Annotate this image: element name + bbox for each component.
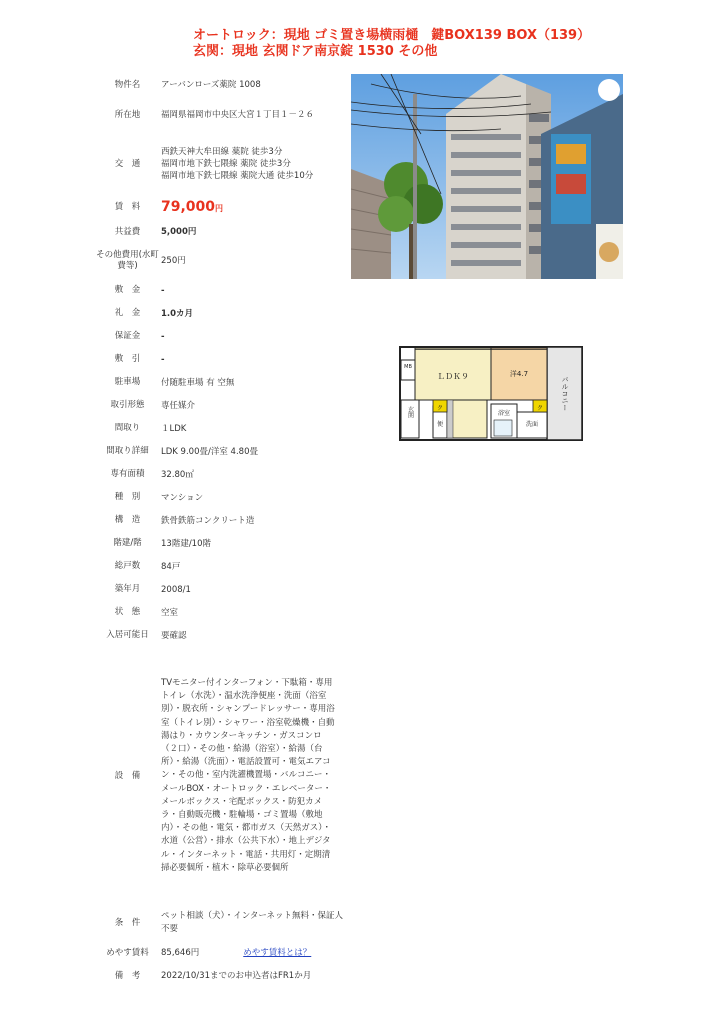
- row-reikin: [95, 302, 345, 325]
- floor-plan: [399, 346, 583, 441]
- floor-label-closet: ク: [536, 405, 544, 412]
- row-structure: [95, 509, 345, 532]
- label-other-fee: その他費用(水町費等): [96, 250, 159, 271]
- row-shikibiki: [95, 348, 345, 371]
- row-floors: [95, 532, 345, 555]
- value-shikikin: -: [161, 285, 165, 296]
- label-conditions: 条 件: [114, 917, 141, 928]
- label-address: 所在地: [114, 109, 141, 120]
- label-units: 総戸数: [114, 561, 141, 571]
- value-name: アーバンローズ薬院 1008: [161, 80, 261, 90]
- building-photo-illustration: [351, 74, 623, 279]
- access-line: 福岡市地下鉄七隈線 薬院大通 徒歩10分: [161, 171, 314, 181]
- label-reikin: 礼 金: [114, 308, 141, 318]
- value-reikin: 1.0カ月: [161, 308, 194, 319]
- label-name: 物件名: [114, 79, 141, 90]
- label-move-in: 入居可能日: [106, 630, 149, 640]
- row-parking: [95, 371, 345, 394]
- header-line-entrance: 玄関：現地 玄関ドア南京錠 1530 その他: [193, 44, 438, 59]
- label-equipment: 設 備: [114, 770, 141, 781]
- property-details-table: [95, 74, 345, 987]
- label-type: 種 別: [114, 492, 141, 502]
- rent-unit: 円: [215, 203, 224, 213]
- value-equipment: TVモニター付インターフォン・下駄箱・専用トイレ（水洗）・温水洗浄便座・洗面（浴室別）・脱衣所・シャンプードレッサー・専用浴室（トイレ別）・シャワー・浴室乾燥機・自動湯はり・カウンターキッチン・ガスコンロ（２口）・その他・給湯（浴室）・給湯（台所）・給湯（洗面）・電話設置可・電気エアコン・その他・室内洗濯機置場・バルコニー・メールBOX・オートロック・エレベーター・メールボックス・宅配ボックス・防犯カメラ・自動販売機・駐輪場・ゴミ置場（敷地内）・その他・電気・都市ガス（天然ガス）・水道（公営）・排水（公共下水）・地上デジタル・インターネット・電話・共用灯・定期清掃必要個所・植木・除草必要個所: [161, 677, 335, 873]
- row-transaction: [95, 394, 345, 417]
- value-move-in: 要確認: [161, 630, 187, 641]
- label-hoshokin: 保証金: [114, 331, 141, 341]
- access-line: 福岡市地下鉄七隈線 薬院 徒歩3分: [161, 159, 291, 169]
- floor-label-closet: ク: [436, 405, 444, 412]
- value-floors: 13階建/10階: [161, 538, 211, 549]
- row-status: [95, 601, 345, 624]
- row-remarks: [95, 965, 345, 987]
- value-common-fee: 5,000円: [161, 227, 197, 237]
- value-built: 2008/1: [161, 584, 191, 595]
- row-name: [95, 74, 345, 96]
- floor-label-ldk: ＬＤＫ９: [437, 372, 469, 381]
- value-address: 福岡県福岡市中央区大宮１丁目１－２６: [161, 110, 315, 120]
- label-structure: 構 造: [114, 515, 141, 525]
- label-transaction: 取引形態: [110, 400, 145, 410]
- rent-amount: 79,000: [161, 198, 216, 215]
- label-meyasu: めやす賃料: [106, 947, 149, 958]
- value-hoshokin: -: [161, 331, 165, 342]
- label-parking: 駐車場: [114, 377, 141, 387]
- row-hoshokin: [95, 325, 345, 348]
- label-built: 築年月: [114, 584, 141, 594]
- value-conditions: ペット相談（犬）・インターネット無料・保証人不要: [161, 911, 343, 934]
- value-parking: 付随駐車場 有 空無: [161, 377, 235, 388]
- label-layout-detail: 間取り詳細: [106, 446, 149, 456]
- value-units: 84戸: [161, 561, 181, 572]
- label-shikikin: 敷 金: [114, 285, 141, 295]
- value-access: [160, 146, 345, 182]
- row-common-fee: [95, 221, 345, 243]
- label-access: 交 通: [114, 158, 141, 169]
- row-meyasu: [95, 941, 345, 965]
- floor-label-washroom: 洗面: [525, 421, 539, 428]
- floor-label-bath: 浴室: [497, 410, 511, 417]
- value-type: マンション: [161, 492, 204, 503]
- meyasu-amount: 85,646円: [161, 948, 200, 958]
- access-line: 西鉄天神大牟田線 薬院 徒歩3分: [161, 147, 283, 157]
- label-layout: 間取り: [114, 423, 141, 433]
- row-rent: [95, 194, 345, 221]
- row-equipment: [95, 647, 345, 905]
- label-shikibiki: 敷 引: [114, 354, 141, 364]
- row-conditions: [95, 905, 345, 941]
- row-other-fee: [95, 243, 345, 279]
- value-other-fee: 250円: [161, 256, 186, 266]
- row-layout-detail: [95, 440, 345, 463]
- floor-label-yo: 洋4.7: [509, 370, 529, 378]
- row-area: [95, 463, 345, 486]
- value-transaction: 専任媒介: [161, 400, 196, 411]
- row-type: [95, 486, 345, 509]
- meyasu-info-link[interactable]: めやす賃料とは？: [243, 948, 312, 958]
- label-rent: 賃 料: [114, 202, 141, 212]
- row-units: [95, 555, 345, 578]
- value-status: 空室: [161, 607, 179, 618]
- label-area: 専有面積: [110, 469, 145, 479]
- floor-label-toilet: 便: [436, 421, 444, 428]
- value-structure: 鉄骨鉄筋コンクリート造: [161, 515, 255, 526]
- value-layout: １LDK: [161, 423, 187, 434]
- floor-plan-drawing: [399, 346, 583, 441]
- label-status: 状 態: [114, 607, 141, 617]
- floor-label-mb: MB: [404, 364, 412, 370]
- row-move-in: [95, 624, 345, 647]
- building-photo: [351, 74, 623, 279]
- floor-label-entrance: 玄関: [406, 406, 414, 418]
- value-shikibiki: -: [161, 354, 165, 365]
- value-area: 32.80㎡: [161, 469, 194, 480]
- row-access: [95, 134, 345, 194]
- row-address: [95, 96, 345, 134]
- label-floors: 階建/階: [113, 538, 142, 548]
- header-line-autolock: オートロック：現地 ゴミ置き場横雨樋 鍵BOX139 BOX（139）: [193, 28, 591, 43]
- header-notice: [193, 28, 713, 60]
- value-remarks: 2022/10/31までのお申込者はFR1か月: [161, 971, 312, 981]
- label-remarks: 備 考: [114, 970, 141, 981]
- label-common-fee: 共益費: [114, 226, 141, 237]
- value-layout-detail: LDK 9.00畳/洋室 4.80畳: [161, 446, 258, 457]
- row-layout: [95, 417, 345, 440]
- value-rent: [160, 198, 345, 215]
- value-meyasu: [160, 947, 345, 959]
- floor-label-balcony: バルコニー: [561, 376, 569, 411]
- row-shikikin: [95, 279, 345, 302]
- row-built: [95, 578, 345, 601]
